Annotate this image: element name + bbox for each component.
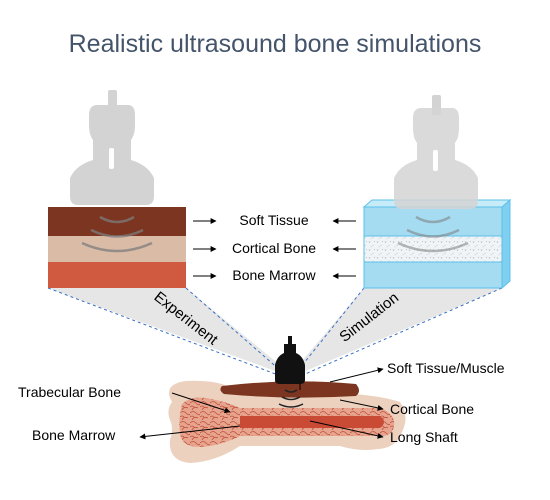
label-experiment: Experiment — [150, 288, 221, 349]
simulation-block — [364, 200, 510, 288]
label-trabecular-bone: Trabecular Bone — [18, 384, 121, 400]
experiment-block — [48, 207, 186, 288]
label-long-shaft: Long Shaft — [390, 429, 458, 445]
page-title: Realistic ultrasound bone simulations — [68, 30, 482, 58]
label-cortical-bone: Cortical Bone — [231, 240, 317, 256]
exp-cortical-layer — [48, 236, 186, 262]
label-bone-marrow: Bone Marrow — [232, 267, 316, 283]
sim-cortical-layer — [364, 236, 502, 262]
label-soft-tissue-muscle: Soft Tissue/Muscle — [387, 360, 505, 376]
label-bone-marrow-left: Bone Marrow — [32, 427, 116, 443]
sim-marrow-layer — [364, 262, 502, 288]
probe-icon-left — [70, 90, 154, 205]
label-cortical-bone-right: Cortical Bone — [390, 401, 475, 417]
probe-icon-right — [394, 95, 478, 209]
label-simulation: Simulation — [336, 289, 403, 346]
label-soft-tissue: Soft Tissue — [239, 212, 309, 228]
exp-marrow-layer — [48, 262, 186, 288]
